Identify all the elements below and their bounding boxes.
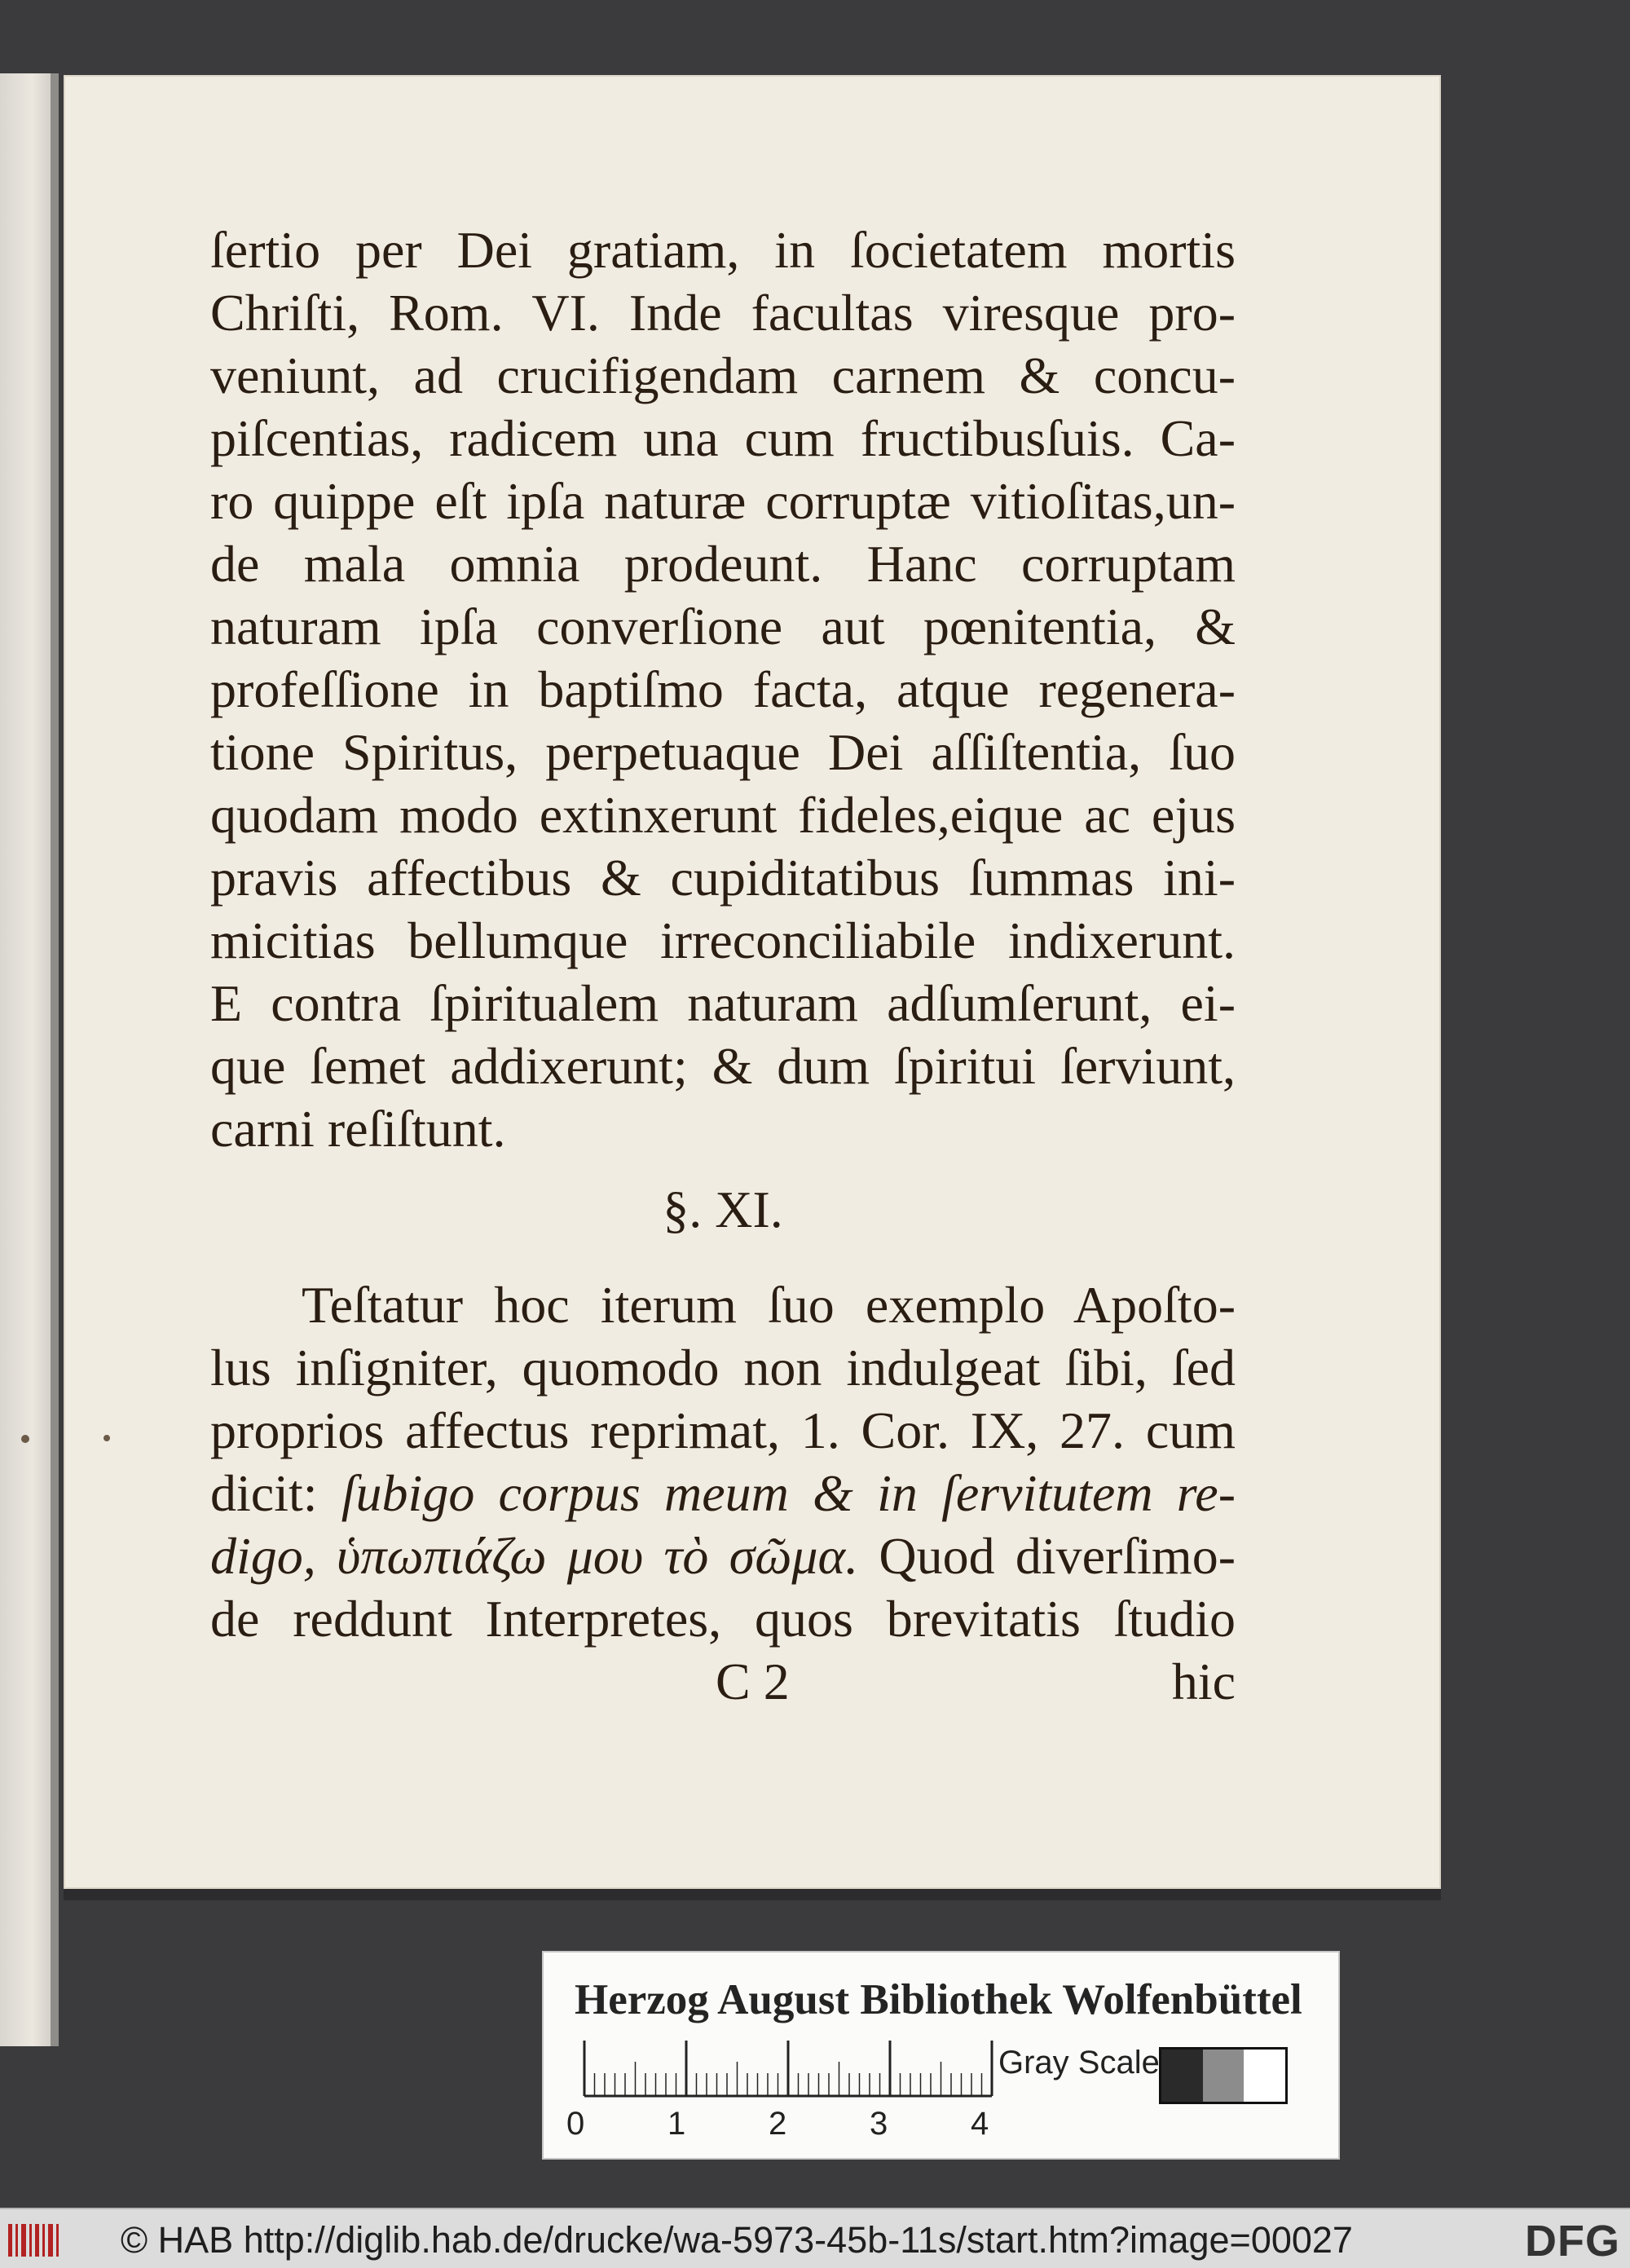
ruler-number: 0 [566, 2106, 585, 2142]
catchword: hic [1171, 1652, 1236, 1710]
margin-mark [21, 1435, 29, 1443]
text-line: proprios affectus reprimat, 1. Cor. IX, 27. cum [210, 1401, 1236, 1459]
text-line: carni reſiſtunt. [210, 1100, 506, 1158]
text-line: Teſtatur hoc iterum ſuo exemplo Apoſto- [302, 1276, 1236, 1334]
gray-swatch-mid [1203, 2050, 1245, 2102]
text-line: E contra ſpiritualem naturam adſumſerunt, ei- [210, 974, 1236, 1032]
dfg-logo: DFG [1525, 2217, 1620, 2266]
text-segment: Quod diverſimo- [858, 1527, 1236, 1585]
text-line: tione Spiritus, perpetuaque Dei aſſiſtentia, ſuo [210, 723, 1236, 781]
footer-bar [0, 2208, 1630, 2268]
signature-mark: C 2 [716, 1652, 790, 1710]
text-line: micitias bellumque irreconciliabile indixerunt. [210, 911, 1236, 969]
text-line: piſcentias, radicem una cum fructibusſuis. Ca- [210, 409, 1236, 467]
text-line: que ſemet addixerunt; & dum ſpiritui ſerviunt, [210, 1037, 1236, 1095]
copyright-url[interactable]: © HAB http://diglib.hab.de/drucke/wa-5973-45b-11s/start.htm?image=00027 [121, 2219, 1353, 2261]
text-line: de mala omnia prodeunt. Hanc corruptam [210, 535, 1236, 593]
italic-quote: ſubigo corpus meum & in ſervitutem re- [341, 1464, 1236, 1522]
ruler-number: 2 [769, 2106, 787, 2142]
ruler-number: 1 [667, 2106, 686, 2142]
library-name: Herzog August Bibliothek Wolfenbüttel [575, 1976, 1302, 2023]
text-line [210, 1525, 1236, 1587]
text-line: ſertio per Dei gratiam, in ſocietatem mortis [210, 221, 1236, 279]
ruler-number: 4 [971, 2106, 989, 2142]
gray-scale-swatches [1159, 2047, 1288, 2104]
text-line: pravis affectibus & cupiditatibus ſummas ini- [210, 849, 1236, 907]
greek-quote: digo, ὑπωπιάζω μου τὸ σῶμα. [210, 1527, 859, 1585]
gray-scale-label: Gray Scale [998, 2045, 1160, 2080]
text-line: quodam modo extinxerunt fideles,eique ac ejus [210, 786, 1236, 844]
section-heading: §. XI. [663, 1180, 783, 1238]
page-footer-line [210, 1650, 1236, 1713]
text-line: naturam ipſa converſione aut pœnitentia, & [210, 598, 1236, 655]
barcode-icon [8, 2224, 65, 2257]
scale-ruler [576, 2041, 1065, 2098]
gray-swatch-dark [1161, 2050, 1203, 2102]
text-line: lus inſigniter, quomodo non indulgeat ſibi, ſed [210, 1339, 1236, 1397]
text-line: de reddunt Interpretes, quos brevitatis ſtudio [210, 1590, 1236, 1648]
ruler-number: 3 [870, 2106, 888, 2142]
text-line: veniunt, ad crucifigendam carnem & concu- [210, 346, 1236, 404]
text-segment: dicit: [210, 1464, 341, 1522]
page-text [210, 218, 1236, 1713]
page-shadow [64, 1889, 1441, 1900]
previous-page-edge [0, 73, 59, 2046]
text-line: profeſſione in baptiſmo facta, atque regenera- [210, 660, 1236, 718]
color-calibration-card [542, 1951, 1340, 2160]
text-line [210, 1462, 1236, 1525]
text-line: ro quippe eſt ipſa naturæ corruptæ vitioſitas,un- [210, 472, 1236, 530]
ruler-numbers [566, 2106, 1104, 2147]
gray-swatch-light [1244, 2050, 1285, 2102]
text-line: Chriſti, Rom. VI. Inde facultas viresque pro- [210, 284, 1236, 342]
margin-mark [104, 1435, 110, 1441]
